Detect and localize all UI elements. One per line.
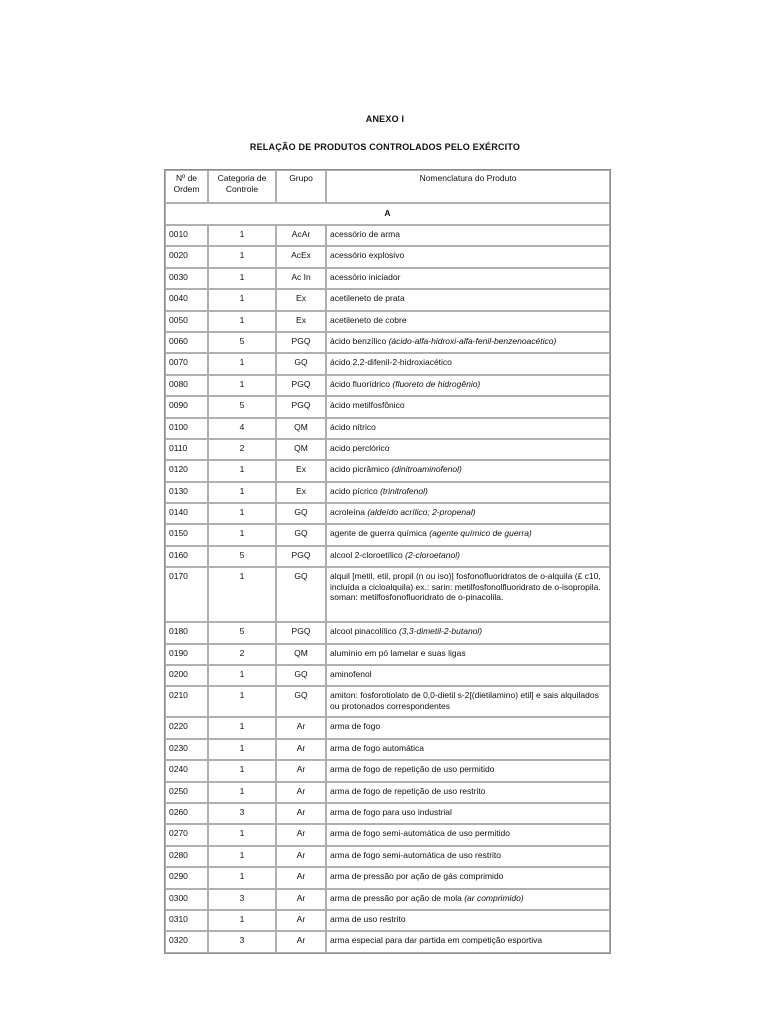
cell-nomenclatura [326, 931, 610, 952]
table-row [165, 803, 610, 824]
product-synonym: (ácido-alfa-hidroxi-alfa-fenil-benzenoacético) [388, 335, 557, 346]
table-row [165, 460, 610, 481]
product-name: alquil [metil, etil, propil (n ou iso)] fosfonofluoridratos de o-alquila (£ c10, incluída a cicloalquila) ex.: sarin: metilfosfonolfluoridrato de o-isopropila. soman: metilfosfonofluoridrato de o-pinacolila. [330, 571, 601, 603]
product-synonym: (3,3-dimetil-2-butanol) [398, 626, 483, 637]
cell-ordem: 0320 [165, 931, 208, 952]
product-name: acetileneto de prata [330, 293, 405, 304]
cell-nomenclatura [326, 311, 610, 332]
table-row [165, 644, 610, 665]
cell-grupo: Ar [276, 846, 326, 867]
cell-nomenclatura [326, 225, 610, 246]
cell-categoria: 1 [208, 246, 276, 267]
product-name: arma de fogo semi-automática de uso permitido [330, 828, 511, 839]
table-row [165, 246, 610, 267]
table-row [165, 665, 610, 686]
cell-nomenclatura [326, 717, 610, 738]
table-row [165, 225, 610, 246]
cell-nomenclatura [326, 665, 610, 686]
section-letter: A [165, 203, 610, 225]
product-name: amiton: fosforotiolato de 0,0-dietil s-2[(dietilamino) etil] e sais alquilados ou protonados correspondentes [330, 690, 599, 711]
cell-categoria: 1 [208, 503, 276, 524]
cell-nomenclatura [326, 910, 610, 931]
cell-ordem: 0250 [165, 782, 208, 803]
column-header-categoria: Categoria de Controle [208, 170, 276, 203]
cell-categoria: 1 [208, 717, 276, 738]
cell-grupo: Ar [276, 889, 326, 910]
product-name: acido perclórico [330, 442, 390, 453]
cell-grupo: GQ [276, 503, 326, 524]
cell-grupo: Ex [276, 289, 326, 310]
table-row [165, 268, 610, 289]
product-name: ácido fluorídrico [330, 378, 393, 389]
cell-categoria: 1 [208, 225, 276, 246]
product-name: acido picrâmico [330, 464, 392, 475]
cell-grupo: Ex [276, 482, 326, 503]
product-synonym: (ar comprimido) [464, 892, 524, 903]
cell-nomenclatura [326, 460, 610, 481]
product-name: arma de uso restrito [330, 913, 406, 924]
product-name: arma de fogo semi-automática de uso restrito [330, 849, 502, 860]
cell-nomenclatura [326, 482, 610, 503]
cell-ordem: 0290 [165, 867, 208, 888]
cell-ordem: 0130 [165, 482, 208, 503]
cell-ordem: 0120 [165, 460, 208, 481]
table-row [165, 418, 610, 439]
product-name: alcool 2-cloroetílico [330, 549, 406, 560]
cell-ordem: 0030 [165, 268, 208, 289]
cell-categoria: 1 [208, 867, 276, 888]
cell-ordem: 0140 [165, 503, 208, 524]
table-row [165, 546, 610, 567]
cell-ordem: 0040 [165, 289, 208, 310]
product-name: acessório iniciador [330, 271, 401, 282]
product-name: arma de fogo automática [330, 742, 425, 753]
cell-grupo: Ac In [276, 268, 326, 289]
table-row [165, 375, 610, 396]
cell-ordem: 0100 [165, 418, 208, 439]
product-name: acetileneto de cobre [330, 314, 407, 325]
table-row [165, 482, 610, 503]
table-row [165, 717, 610, 738]
cell-ordem: 0310 [165, 910, 208, 931]
cell-ordem: 0180 [165, 622, 208, 643]
cell-nomenclatura [326, 760, 610, 781]
cell-ordem: 0170 [165, 567, 208, 622]
product-name: arma de fogo de repetição de uso permitido [330, 764, 495, 775]
cell-ordem: 0200 [165, 665, 208, 686]
section-letter-row [165, 203, 610, 225]
cell-categoria: 2 [208, 644, 276, 665]
cell-categoria: 1 [208, 846, 276, 867]
annex-title: ANEXO I [365, 114, 405, 124]
cell-ordem: 0060 [165, 332, 208, 353]
cell-grupo: GQ [276, 665, 326, 686]
table-row [165, 889, 610, 910]
cell-categoria: 1 [208, 375, 276, 396]
cell-nomenclatura [326, 246, 610, 267]
cell-grupo: Ar [276, 782, 326, 803]
cell-ordem: 0110 [165, 439, 208, 460]
table-header-row [165, 170, 610, 203]
cell-categoria: 1 [208, 289, 276, 310]
table-row [165, 353, 610, 374]
cell-categoria: 3 [208, 931, 276, 952]
product-name: arma de fogo [330, 721, 381, 732]
cell-ordem: 0150 [165, 524, 208, 545]
cell-ordem: 0190 [165, 644, 208, 665]
cell-ordem: 0080 [165, 375, 208, 396]
cell-grupo: QM [276, 439, 326, 460]
cell-categoria: 1 [208, 782, 276, 803]
product-name: arma especial para dar partida em competição esportiva [330, 935, 543, 946]
cell-categoria: 1 [208, 824, 276, 845]
cell-ordem: 0090 [165, 396, 208, 417]
table-row [165, 503, 610, 524]
cell-ordem: 0010 [165, 225, 208, 246]
product-name: acessório explosivo [330, 250, 405, 261]
document-title: RELAÇÃO DE PRODUTOS CONTROLADOS PELO EXÉRCITO [249, 142, 521, 152]
product-name: arma de pressão por ação de gás comprimido [330, 871, 504, 882]
cell-categoria: 3 [208, 803, 276, 824]
column-header-nomenclatura: Nomenclatura do Produto [326, 170, 610, 203]
table-row [165, 311, 610, 332]
cell-nomenclatura [326, 803, 610, 824]
cell-categoria: 5 [208, 332, 276, 353]
table-row [165, 760, 610, 781]
product-name: ácido 2,2-difenil-2-hidroxiacético [330, 357, 452, 368]
cell-nomenclatura [326, 889, 610, 910]
product-name: acessório de arma [330, 229, 400, 239]
cell-nomenclatura [326, 739, 610, 760]
cell-nomenclatura [326, 824, 610, 845]
table-row [165, 524, 610, 545]
cell-categoria: 5 [208, 546, 276, 567]
cell-grupo: PGQ [276, 396, 326, 417]
cell-grupo: Ar [276, 867, 326, 888]
cell-grupo: Ar [276, 910, 326, 931]
cell-categoria: 5 [208, 622, 276, 643]
cell-nomenclatura [326, 867, 610, 888]
cell-categoria: 1 [208, 311, 276, 332]
cell-categoria: 5 [208, 396, 276, 417]
table-row [165, 739, 610, 760]
product-name: aminofenol [330, 669, 372, 680]
product-name: ácido nítrico [330, 421, 376, 432]
cell-nomenclatura [326, 268, 610, 289]
table-row [165, 931, 610, 952]
cell-ordem: 0050 [165, 311, 208, 332]
cell-categoria: 1 [208, 760, 276, 781]
cell-ordem: 0240 [165, 760, 208, 781]
column-header-ordem: Nº de Ordem [165, 170, 208, 203]
cell-grupo: Ex [276, 311, 326, 332]
cell-grupo: Ar [276, 760, 326, 781]
cell-ordem: 0070 [165, 353, 208, 374]
cell-nomenclatura [326, 396, 610, 417]
cell-grupo: GQ [276, 686, 326, 717]
table-row [165, 782, 610, 803]
product-name: agente de guerra química [330, 528, 430, 539]
cell-grupo: QM [276, 644, 326, 665]
cell-grupo: Ar [276, 931, 326, 952]
table-row [165, 567, 610, 622]
cell-categoria: 1 [208, 460, 276, 481]
cell-grupo: Ar [276, 803, 326, 824]
cell-categoria: 2 [208, 439, 276, 460]
table-row [165, 289, 610, 310]
cell-ordem: 0260 [165, 803, 208, 824]
cell-categoria: 1 [208, 686, 276, 717]
cell-ordem: 0280 [165, 846, 208, 867]
cell-grupo: GQ [276, 524, 326, 545]
table-row [165, 910, 610, 931]
cell-ordem: 0300 [165, 889, 208, 910]
cell-nomenclatura [326, 644, 610, 665]
cell-categoria: 1 [208, 268, 276, 289]
table-row [165, 867, 610, 888]
cell-nomenclatura [326, 622, 610, 643]
cell-nomenclatura [326, 353, 610, 374]
cell-nomenclatura [326, 567, 610, 622]
cell-nomenclatura [326, 846, 610, 867]
cell-nomenclatura [326, 782, 610, 803]
product-synonym: (agente químico de guerra) [429, 528, 532, 539]
cell-nomenclatura [326, 503, 610, 524]
cell-ordem: 0020 [165, 246, 208, 267]
cell-grupo: PGQ [276, 622, 326, 643]
cell-ordem: 0230 [165, 739, 208, 760]
cell-categoria: 3 [208, 889, 276, 910]
cell-categoria: 1 [208, 567, 276, 622]
product-name: acido pícrico [330, 485, 381, 496]
table-row [165, 439, 610, 460]
cell-nomenclatura [326, 375, 610, 396]
product-name: arma de fogo de repetição de uso restrito [330, 785, 486, 796]
cell-grupo: Ar [276, 717, 326, 738]
cell-grupo: Ar [276, 739, 326, 760]
cell-grupo: AcAr [276, 225, 326, 246]
cell-ordem: 0160 [165, 546, 208, 567]
cell-grupo: AcEx [276, 246, 326, 267]
cell-nomenclatura [326, 546, 610, 567]
product-name: arma de fogo para uso industrial [330, 806, 452, 817]
cell-categoria: 1 [208, 910, 276, 931]
column-header-grupo: Grupo [276, 170, 326, 203]
cell-nomenclatura [326, 686, 610, 717]
product-synonym: (2-cloroetanol) [405, 549, 460, 560]
table-row [165, 332, 610, 353]
cell-grupo: QM [276, 418, 326, 439]
cell-ordem: 0270 [165, 824, 208, 845]
product-name: alumínio em pó lamelar e suas ligas [330, 647, 466, 658]
cell-grupo: Ar [276, 824, 326, 845]
product-name: arma de pressão por ação de mola [330, 892, 465, 903]
product-synonym: (trinitrofenol) [380, 485, 428, 496]
cell-categoria: 1 [208, 524, 276, 545]
cell-categoria: 1 [208, 482, 276, 503]
product-synonym: (aldeído acrílico; 2-propenal) [367, 507, 476, 518]
cell-nomenclatura [326, 524, 610, 545]
cell-nomenclatura [326, 289, 610, 310]
cell-categoria: 1 [208, 665, 276, 686]
cell-grupo: PGQ [276, 332, 326, 353]
cell-nomenclatura [326, 418, 610, 439]
cell-grupo: GQ [276, 567, 326, 622]
cell-grupo: GQ [276, 353, 326, 374]
product-name: ácido benzílico [330, 335, 389, 346]
product-name: ácido metilfosfônico [330, 400, 405, 411]
product-name: alcool pinacolílico [330, 626, 399, 637]
cell-ordem: 0210 [165, 686, 208, 717]
cell-grupo: Ex [276, 460, 326, 481]
table-row [165, 824, 610, 845]
table-row [165, 686, 610, 717]
cell-grupo: PGQ [276, 375, 326, 396]
product-name: acroleína [330, 507, 368, 518]
cell-ordem: 0220 [165, 717, 208, 738]
table-row [165, 622, 610, 643]
products-table [164, 169, 611, 954]
table-row [165, 396, 610, 417]
cell-nomenclatura [326, 332, 610, 353]
product-synonym: (dinitroaminofenol) [391, 464, 462, 475]
cell-categoria: 1 [208, 739, 276, 760]
cell-grupo: PGQ [276, 546, 326, 567]
cell-categoria: 4 [208, 418, 276, 439]
product-synonym: (fluoreto de hidrogênio) [392, 378, 481, 389]
cell-nomenclatura [326, 439, 610, 460]
cell-categoria: 1 [208, 353, 276, 374]
table-row [165, 846, 610, 867]
